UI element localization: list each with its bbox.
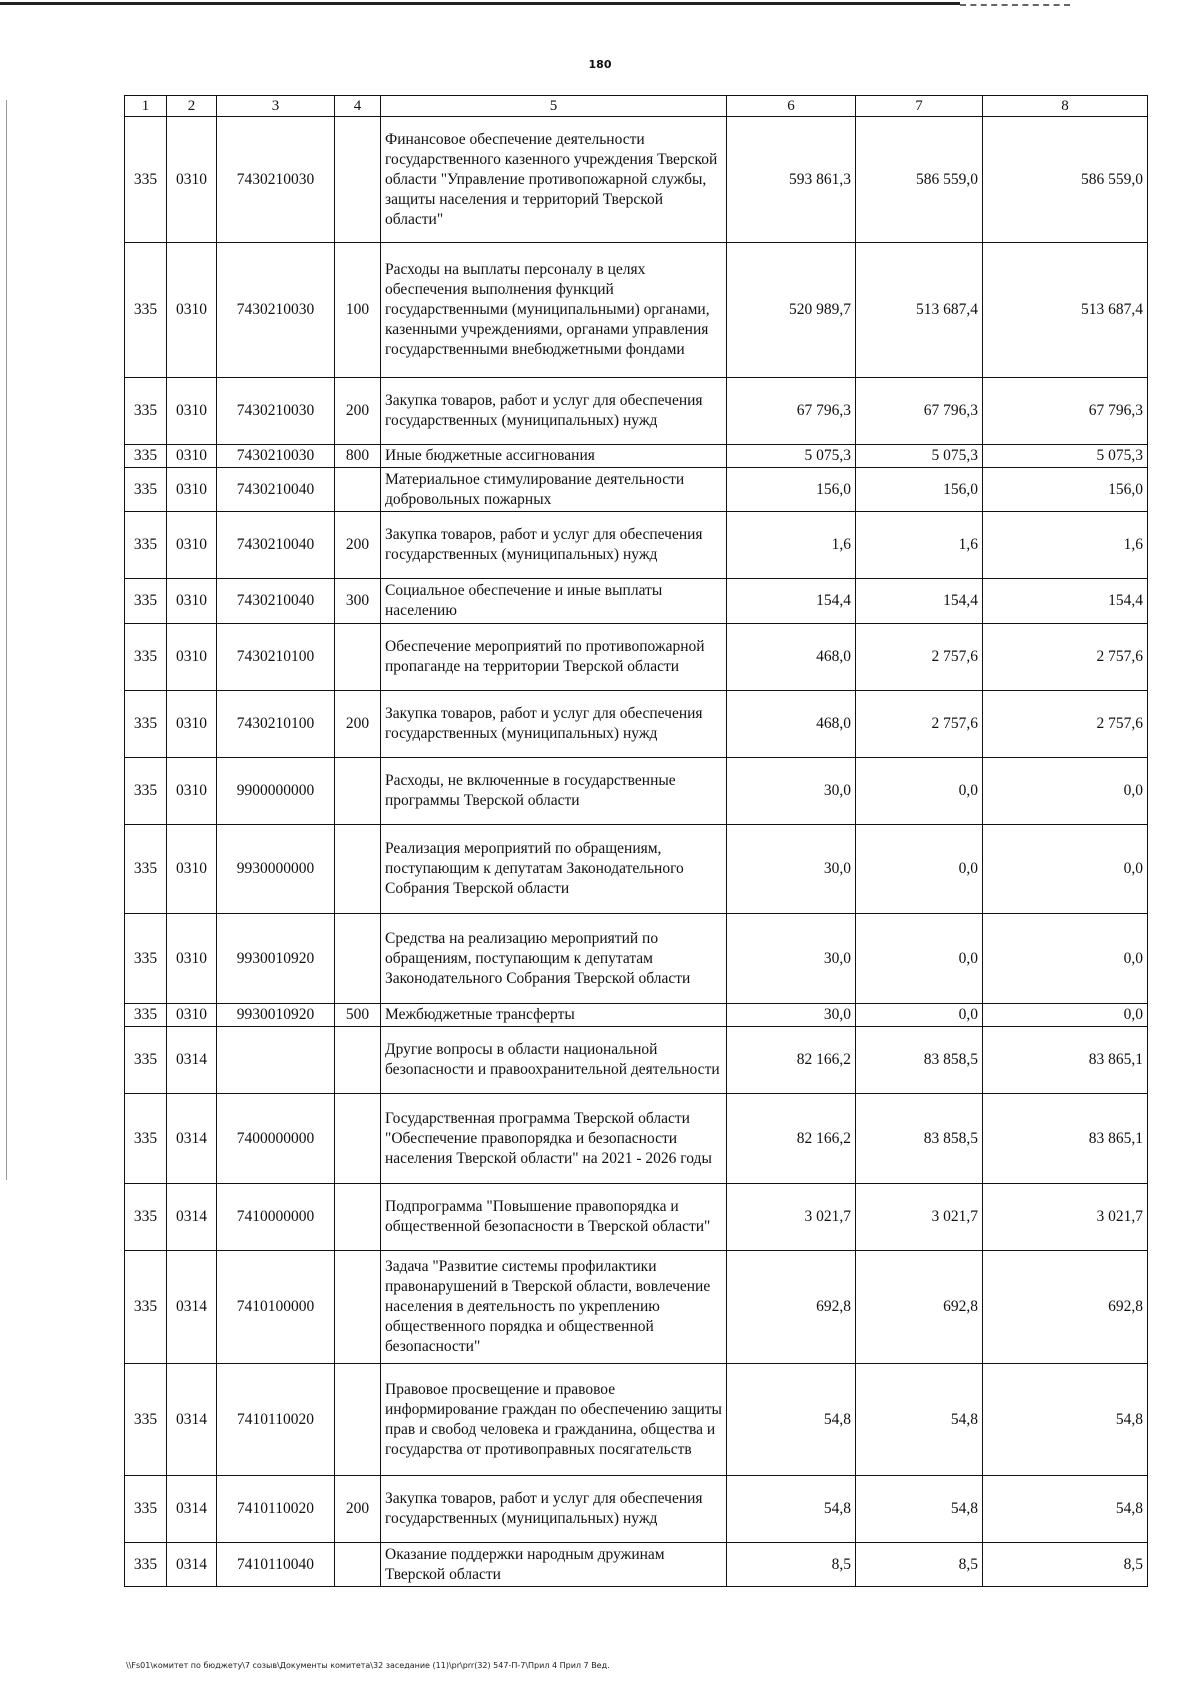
- cell-amount-2: 2 757,6: [856, 624, 983, 691]
- cell-section: 0310: [167, 243, 217, 378]
- cell-expense-type: 800: [335, 445, 381, 468]
- cell-target-article: 7430210040: [217, 468, 335, 512]
- cell-amount-2: 3 021,7: [856, 1184, 983, 1251]
- cell-amount-2: 54,8: [856, 1476, 983, 1543]
- cell-amount-1: 154,4: [727, 579, 856, 624]
- cell-code: 335: [125, 1251, 167, 1364]
- cell-amount-2: 0,0: [856, 914, 983, 1004]
- cell-description: Обеспечение мероприятий по противопожарной пропаганде на территории Тверской области: [381, 624, 727, 691]
- cell-section: 0314: [167, 1184, 217, 1251]
- table-row: [125, 758, 1148, 825]
- cell-amount-3: 0,0: [983, 914, 1148, 1004]
- cell-section: 0314: [167, 1476, 217, 1543]
- cell-target-article: 7430210040: [217, 512, 335, 579]
- cell-amount-3: 1,6: [983, 512, 1148, 579]
- cell-expense-type: 200: [335, 691, 381, 758]
- cell-description: Закупка товаров, работ и услуг для обеспечения государственных (муниципальных) нужд: [381, 378, 727, 445]
- table-row: [125, 468, 1148, 512]
- cell-amount-1: 156,0: [727, 468, 856, 512]
- cell-code: 335: [125, 378, 167, 445]
- cell-amount-1: 30,0: [727, 825, 856, 914]
- cell-section: 0310: [167, 624, 217, 691]
- column-header: 6: [727, 96, 856, 117]
- cell-amount-2: 8,5: [856, 1543, 983, 1587]
- cell-amount-1: 520 989,7: [727, 243, 856, 378]
- cell-target-article: [217, 1027, 335, 1094]
- cell-target-article: 9930010920: [217, 1004, 335, 1027]
- cell-target-article: 7430210100: [217, 691, 335, 758]
- cell-description: Подпрограмма "Повышение правопорядка и общественной безопасности в Тверской области": [381, 1184, 727, 1251]
- cell-section: 0314: [167, 1364, 217, 1476]
- table-row: [125, 378, 1148, 445]
- cell-target-article: 9930000000: [217, 825, 335, 914]
- cell-amount-1: 82 166,2: [727, 1027, 856, 1094]
- cell-amount-1: 692,8: [727, 1251, 856, 1364]
- cell-amount-3: 0,0: [983, 825, 1148, 914]
- cell-amount-2: 586 559,0: [856, 117, 983, 243]
- cell-code: 335: [125, 1543, 167, 1587]
- cell-code: 335: [125, 468, 167, 512]
- column-header-row: [125, 96, 1148, 117]
- cell-code: 335: [125, 117, 167, 243]
- cell-code: 335: [125, 579, 167, 624]
- cell-description: Расходы на выплаты персоналу в целях обеспечения выполнения функций государственными (муниципальными) органами, казенными учреждениями, органами управления государственными внебюджетными фондами: [381, 243, 727, 378]
- cell-expense-type: [335, 1184, 381, 1251]
- file-path-footer: \\Fs01\комитет по бюджету\7 созыв\Документы комитета\32 заседание (11)\pr\prr(32) 547-П-7\Прил 4 Прил 7 Вед.: [126, 1661, 610, 1670]
- table-row: [125, 914, 1148, 1004]
- cell-amount-3: 54,8: [983, 1476, 1148, 1543]
- column-header: 7: [856, 96, 983, 117]
- cell-expense-type: [335, 758, 381, 825]
- cell-target-article: 7410110040: [217, 1543, 335, 1587]
- cell-amount-1: 5 075,3: [727, 445, 856, 468]
- budget-table: [124, 95, 1148, 1587]
- cell-target-article: 7430210040: [217, 579, 335, 624]
- table-row: [125, 1004, 1148, 1027]
- table-row: [125, 1476, 1148, 1543]
- cell-description: Средства на реализацию мероприятий по обращениям, поступающим к депутатам Законодательного Собрания Тверской области: [381, 914, 727, 1004]
- cell-amount-3: 83 865,1: [983, 1027, 1148, 1094]
- cell-expense-type: 300: [335, 579, 381, 624]
- cell-section: 0310: [167, 579, 217, 624]
- cell-target-article: 7410000000: [217, 1184, 335, 1251]
- cell-amount-1: 30,0: [727, 758, 856, 825]
- cell-description: Иные бюджетные ассигнования: [381, 445, 727, 468]
- cell-amount-3: 83 865,1: [983, 1094, 1148, 1184]
- cell-amount-3: 5 075,3: [983, 445, 1148, 468]
- cell-section: 0310: [167, 825, 217, 914]
- cell-amount-3: 692,8: [983, 1251, 1148, 1364]
- cell-amount-2: 692,8: [856, 1251, 983, 1364]
- cell-section: 0314: [167, 1251, 217, 1364]
- cell-amount-1: 54,8: [727, 1476, 856, 1543]
- table-row: [125, 579, 1148, 624]
- page-number: 180: [588, 58, 612, 71]
- cell-section: 0314: [167, 1094, 217, 1184]
- cell-expense-type: [335, 1364, 381, 1476]
- cell-expense-type: [335, 624, 381, 691]
- cell-amount-2: 1,6: [856, 512, 983, 579]
- cell-amount-1: 468,0: [727, 691, 856, 758]
- cell-amount-1: 3 021,7: [727, 1184, 856, 1251]
- cell-expense-type: [335, 914, 381, 1004]
- cell-amount-3: 154,4: [983, 579, 1148, 624]
- top-scan-rule: [0, 2, 960, 5]
- cell-expense-type: [335, 468, 381, 512]
- cell-expense-type: 500: [335, 1004, 381, 1027]
- cell-target-article: 7430210030: [217, 117, 335, 243]
- cell-code: 335: [125, 914, 167, 1004]
- cell-section: 0310: [167, 117, 217, 243]
- cell-code: 335: [125, 1364, 167, 1476]
- cell-section: 0310: [167, 758, 217, 825]
- cell-target-article: 7430210030: [217, 445, 335, 468]
- table-row: [125, 1094, 1148, 1184]
- cell-target-article: 7430210100: [217, 624, 335, 691]
- cell-amount-3: 586 559,0: [983, 117, 1148, 243]
- cell-description: Реализация мероприятий по обращениям, поступающим к депутатам Законодательного Собрания Тверской области: [381, 825, 727, 914]
- cell-amount-3: 54,8: [983, 1364, 1148, 1476]
- top-scan-rule-dashed: [960, 4, 1070, 6]
- cell-description: Закупка товаров, работ и услуг для обеспечения государственных (муниципальных) нужд: [381, 691, 727, 758]
- cell-code: 335: [125, 1476, 167, 1543]
- column-header: 5: [381, 96, 727, 117]
- cell-expense-type: [335, 1251, 381, 1364]
- cell-target-article: 7430210030: [217, 378, 335, 445]
- cell-amount-3: 3 021,7: [983, 1184, 1148, 1251]
- cell-amount-1: 67 796,3: [727, 378, 856, 445]
- cell-section: 0314: [167, 1543, 217, 1587]
- cell-expense-type: 200: [335, 378, 381, 445]
- column-header: 4: [335, 96, 381, 117]
- cell-amount-3: 2 757,6: [983, 691, 1148, 758]
- cell-code: 335: [125, 1094, 167, 1184]
- cell-description: Межбюджетные трансферты: [381, 1004, 727, 1027]
- cell-amount-1: 30,0: [727, 1004, 856, 1027]
- cell-amount-2: 54,8: [856, 1364, 983, 1476]
- cell-description: Задача "Развитие системы профилактики правонарушений в Тверской области, вовлечение населения в деятельность по укреплению общественного порядка и общественной безопасности": [381, 1251, 727, 1364]
- column-header: 1: [125, 96, 167, 117]
- column-header: 2: [167, 96, 217, 117]
- cell-code: 335: [125, 825, 167, 914]
- table-row: [125, 1543, 1148, 1587]
- cell-amount-3: 0,0: [983, 758, 1148, 825]
- cell-amount-3: 0,0: [983, 1004, 1148, 1027]
- cell-description: Правовое просвещение и правовое информирование граждан по обеспечению защиты прав и свобод человека и гражданина, общества и государства от противоправных посягательств: [381, 1364, 727, 1476]
- cell-code: 335: [125, 1184, 167, 1251]
- cell-amount-1: 30,0: [727, 914, 856, 1004]
- table-row: [125, 243, 1148, 378]
- cell-description: Оказание поддержки народным дружинам Тверской области: [381, 1543, 727, 1587]
- cell-code: 335: [125, 243, 167, 378]
- cell-description: Финансовое обеспечение деятельности государственного казенного учреждения Тверской области "Управление противопожарной службы, защиты населения и территорий Тверской области": [381, 117, 727, 243]
- cell-amount-2: 0,0: [856, 1004, 983, 1027]
- cell-amount-3: 67 796,3: [983, 378, 1148, 445]
- table-row: [125, 1184, 1148, 1251]
- cell-target-article: 9900000000: [217, 758, 335, 825]
- cell-section: 0310: [167, 1004, 217, 1027]
- cell-description: Государственная программа Тверской области "Обеспечение правопорядка и безопасности населения Тверской области" на 2021 - 2026 годы: [381, 1094, 727, 1184]
- table-row: [125, 624, 1148, 691]
- cell-amount-1: 8,5: [727, 1543, 856, 1587]
- cell-target-article: 7410100000: [217, 1251, 335, 1364]
- cell-target-article: 7400000000: [217, 1094, 335, 1184]
- cell-description: Социальное обеспечение и иные выплаты населению: [381, 579, 727, 624]
- cell-amount-2: 154,4: [856, 579, 983, 624]
- column-header: 3: [217, 96, 335, 117]
- cell-code: 335: [125, 512, 167, 579]
- cell-section: 0310: [167, 445, 217, 468]
- table-row: [125, 117, 1148, 243]
- cell-amount-2: 5 075,3: [856, 445, 983, 468]
- cell-description: Закупка товаров, работ и услуг для обеспечения государственных (муниципальных) нужд: [381, 1476, 727, 1543]
- cell-amount-1: 468,0: [727, 624, 856, 691]
- table-row: [125, 1027, 1148, 1094]
- cell-amount-1: 54,8: [727, 1364, 856, 1476]
- cell-expense-type: 100: [335, 243, 381, 378]
- cell-code: 335: [125, 624, 167, 691]
- cell-section: 0310: [167, 512, 217, 579]
- cell-description: Закупка товаров, работ и услуг для обеспечения государственных (муниципальных) нужд: [381, 512, 727, 579]
- cell-code: 335: [125, 1027, 167, 1094]
- cell-amount-2: 67 796,3: [856, 378, 983, 445]
- cell-expense-type: [335, 1027, 381, 1094]
- table-row: [125, 1364, 1148, 1476]
- cell-code: 335: [125, 691, 167, 758]
- cell-description: Расходы, не включенные в государственные программы Тверской области: [381, 758, 727, 825]
- cell-expense-type: [335, 1094, 381, 1184]
- left-scan-mark: [6, 100, 7, 1180]
- table-row: [125, 512, 1148, 579]
- cell-amount-1: 1,6: [727, 512, 856, 579]
- cell-amount-2: 2 757,6: [856, 691, 983, 758]
- cell-expense-type: [335, 1543, 381, 1587]
- cell-section: 0310: [167, 378, 217, 445]
- table-row: [125, 1251, 1148, 1364]
- cell-target-article: 7410110020: [217, 1364, 335, 1476]
- cell-amount-1: 82 166,2: [727, 1094, 856, 1184]
- table-row: [125, 691, 1148, 758]
- cell-target-article: 7430210030: [217, 243, 335, 378]
- cell-expense-type: 200: [335, 1476, 381, 1543]
- cell-amount-2: 0,0: [856, 825, 983, 914]
- cell-target-article: 9930010920: [217, 914, 335, 1004]
- cell-section: 0310: [167, 691, 217, 758]
- table-row: [125, 445, 1148, 468]
- cell-expense-type: [335, 825, 381, 914]
- cell-amount-3: 2 757,6: [983, 624, 1148, 691]
- cell-section: 0310: [167, 468, 217, 512]
- cell-code: 335: [125, 445, 167, 468]
- cell-code: 335: [125, 758, 167, 825]
- cell-amount-3: 513 687,4: [983, 243, 1148, 378]
- cell-expense-type: [335, 117, 381, 243]
- cell-amount-2: 83 858,5: [856, 1027, 983, 1094]
- table-row: [125, 825, 1148, 914]
- cell-description: Другие вопросы в области национальной безопасности и правоохранительной деятельности: [381, 1027, 727, 1094]
- cell-description: Материальное стимулирование деятельности добровольных пожарных: [381, 468, 727, 512]
- cell-amount-1: 593 861,3: [727, 117, 856, 243]
- cell-amount-2: 83 858,5: [856, 1094, 983, 1184]
- cell-amount-3: 156,0: [983, 468, 1148, 512]
- cell-amount-2: 0,0: [856, 758, 983, 825]
- cell-amount-2: 156,0: [856, 468, 983, 512]
- cell-amount-2: 513 687,4: [856, 243, 983, 378]
- cell-section: 0314: [167, 1027, 217, 1094]
- cell-code: 335: [125, 1004, 167, 1027]
- column-header: 8: [983, 96, 1148, 117]
- cell-expense-type: 200: [335, 512, 381, 579]
- cell-section: 0310: [167, 914, 217, 1004]
- cell-target-article: 7410110020: [217, 1476, 335, 1543]
- cell-amount-3: 8,5: [983, 1543, 1148, 1587]
